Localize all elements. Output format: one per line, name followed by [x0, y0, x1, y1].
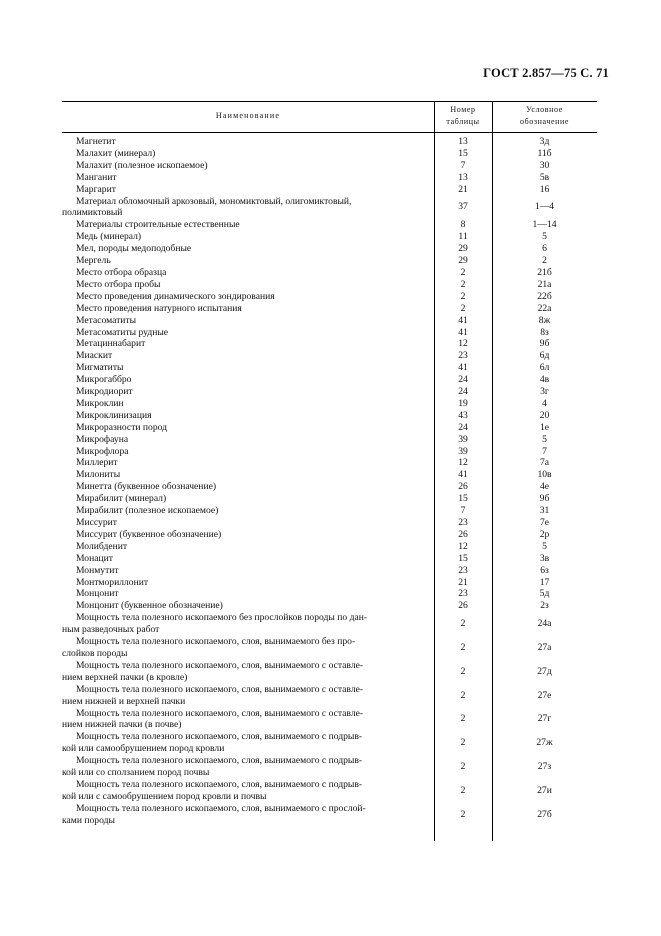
row-symbol: 2р — [539, 528, 550, 540]
designation-table — [62, 101, 597, 827]
table-row — [62, 315, 597, 327]
table-row — [62, 731, 597, 755]
table-row — [62, 481, 597, 493]
row-table-number: 23 — [458, 350, 468, 362]
row-name: Мощность тела полезного ископаемого, слоя, вынимаемого с оставле- нием верхней пачки (в кровле) — [62, 659, 364, 683]
row-symbol: 31 — [539, 505, 550, 517]
table-row — [62, 160, 597, 172]
row-table-number: 39 — [458, 445, 468, 457]
table-row — [62, 755, 597, 779]
row-table-number: 21 — [458, 576, 468, 588]
row-table-number: 2 — [460, 278, 466, 290]
row-name: Мощность тела полезного ископаемого, слоя, вынимаемого без про- слойков породы — [62, 636, 356, 659]
row-name: Мощность тела полезного ископаемого, слоя, вынимаемого с прослой- ками породы — [62, 802, 366, 826]
column-divider — [492, 101, 493, 841]
row-table-number: 23 — [458, 517, 468, 528]
row-table-number: 2 — [460, 713, 466, 725]
row-symbol: 27е — [537, 689, 552, 701]
table-row — [62, 172, 597, 184]
row-table-number: 2 — [460, 266, 466, 278]
row-table-number: 12 — [458, 338, 468, 350]
table-row — [62, 410, 597, 422]
row-name: Материал обломочный аркозовый, мономиктовый, олигомиктовый, полимиктовый — [62, 195, 352, 219]
table-row — [62, 434, 597, 446]
row-name: Место отбора пробы — [76, 278, 161, 290]
row-name: Молибденит — [76, 540, 128, 552]
row-symbol: 5д — [539, 588, 550, 600]
table-row — [62, 541, 597, 553]
page-header: ГОСТ 2.857—75 С. 71 — [483, 66, 609, 80]
row-table-number: 41 — [458, 314, 468, 326]
table-row — [62, 196, 597, 220]
table-row — [62, 529, 597, 541]
row-symbol: 4 — [542, 397, 547, 409]
row-table-number: 2 — [460, 302, 466, 314]
row-symbol: 30 — [539, 159, 550, 171]
row-table-number: 26 — [458, 600, 468, 612]
row-name: Милониты — [76, 469, 121, 481]
table-row — [62, 779, 597, 803]
row-name: Микроклинизация — [76, 409, 152, 421]
column-divider — [434, 101, 435, 841]
table-row — [62, 231, 597, 243]
table-row — [62, 588, 597, 600]
row-name: Монмутит — [76, 564, 119, 576]
row-table-number: 13 — [458, 136, 468, 147]
row-symbol: 8ж — [538, 314, 551, 326]
table-row — [62, 374, 597, 386]
row-symbol: 1—14 — [532, 219, 557, 231]
row-table-number: 24 — [458, 386, 468, 398]
table-row — [62, 660, 597, 684]
row-symbol: 3в — [539, 552, 550, 564]
row-name: Миллерит — [76, 457, 118, 469]
table-row — [62, 338, 597, 350]
row-symbol: 27з — [537, 761, 552, 773]
row-name: Метасоматиты — [76, 314, 137, 326]
row-symbol: 9б — [539, 493, 550, 505]
row-table-number: 23 — [458, 564, 468, 576]
row-symbol: 8з — [540, 326, 549, 338]
row-name: Мирабилит (полезное ископаемое) — [76, 505, 219, 517]
row-table-number: 24 — [458, 374, 468, 386]
table-row — [62, 636, 597, 660]
row-name: Медь (минерал) — [76, 231, 142, 243]
table-row — [62, 303, 597, 315]
table-row — [62, 350, 597, 362]
row-table-number: 15 — [458, 552, 468, 564]
header-name: Наименование — [215, 111, 281, 120]
row-name: Микрогаббро — [76, 374, 132, 386]
row-table-number: 23 — [458, 588, 468, 600]
row-symbol: 27ж — [536, 737, 553, 749]
row-symbol: 6 — [542, 243, 547, 255]
table-row — [62, 517, 597, 529]
row-name: Маргарит — [76, 183, 116, 195]
table-row — [62, 493, 597, 505]
row-table-number: 41 — [458, 469, 468, 481]
row-symbol: 4в — [539, 374, 550, 386]
row-name: Монтмориллонит — [76, 576, 149, 588]
table-row — [62, 708, 597, 732]
row-table-number: 7 — [460, 159, 466, 171]
row-table-number: 2 — [460, 290, 466, 302]
row-table-number: 12 — [458, 457, 468, 469]
row-table-number: 2 — [460, 808, 466, 820]
row-table-number: 29 — [458, 255, 468, 267]
row-symbol: 4е — [539, 481, 550, 493]
row-table-number: 13 — [458, 171, 468, 183]
table-body — [62, 136, 597, 827]
row-name: Микрофауна — [76, 433, 129, 445]
row-table-number: 26 — [458, 481, 468, 493]
row-symbol: 2з — [540, 600, 549, 612]
row-table-number: 15 — [458, 493, 468, 505]
row-name: Мощность тела полезного ископаемого, слоя, вынимаемого с оставле- нием нижней и верхней пачки — [62, 683, 364, 707]
row-symbol: 21б — [537, 266, 552, 278]
row-symbol: 2 — [542, 255, 547, 267]
row-symbol: 7 — [542, 445, 547, 457]
row-symbol: 11б — [537, 147, 552, 159]
table-row — [62, 398, 597, 410]
row-table-number: 15 — [458, 147, 468, 159]
row-table-number: 19 — [458, 397, 468, 409]
row-name: Минетта (буквенное обозначение) — [76, 481, 217, 493]
row-name: Малахит (полезное ископаемое) — [76, 159, 208, 171]
table-row — [62, 291, 597, 303]
row-table-number: 2 — [460, 784, 466, 796]
row-symbol: 5 — [542, 433, 547, 445]
row-symbol: 7а — [539, 457, 550, 469]
row-symbol: 6з — [540, 564, 549, 576]
row-symbol: 7е — [539, 517, 550, 528]
row-name: Монцонит (буквенное обозначение) — [76, 600, 223, 612]
row-name: Метасоматиты рудные — [76, 326, 169, 338]
row-name: Материалы строительные естественные — [76, 219, 240, 231]
row-table-number: 2 — [460, 689, 466, 701]
row-name: Микродиорит — [76, 386, 133, 398]
table-row — [62, 362, 597, 374]
table-row — [62, 327, 597, 339]
row-symbol: 1е — [539, 421, 550, 433]
table-row — [62, 577, 597, 589]
table-row — [62, 255, 597, 267]
table-row — [62, 457, 597, 469]
header-symbol: Условное обозначение — [519, 105, 570, 126]
table-row — [62, 267, 597, 279]
row-symbol: 27д — [537, 665, 552, 677]
row-name: Микроклин — [76, 397, 124, 409]
row-table-number: 7 — [460, 505, 466, 517]
row-table-number: 41 — [458, 326, 468, 338]
row-name: Микроразности пород — [76, 421, 168, 433]
row-symbol: 6л — [539, 362, 550, 374]
row-name: Микрофлора — [76, 445, 129, 457]
row-symbol: 27а — [537, 642, 552, 654]
row-name: Манганит — [76, 171, 117, 183]
table-row — [62, 136, 597, 148]
row-table-number: 2 — [460, 618, 466, 630]
table-row — [62, 184, 597, 196]
table-row — [62, 553, 597, 565]
row-table-number: 26 — [458, 528, 468, 540]
row-table-number: 2 — [460, 737, 466, 749]
row-table-number: 2 — [460, 665, 466, 677]
row-name: Малахит (минерал) — [76, 147, 156, 159]
row-symbol: 21а — [537, 278, 552, 290]
row-symbol: 27и — [537, 784, 552, 796]
row-name: Мел, породы медоподобные — [76, 243, 192, 255]
row-symbol: 5 — [542, 231, 547, 243]
row-table-number: 24 — [458, 421, 468, 433]
row-name: Магнетит — [76, 136, 116, 147]
row-table-number: 2 — [460, 761, 466, 773]
row-table-number: 11 — [458, 231, 468, 243]
table-row — [62, 803, 597, 827]
header-number: Номер таблицы — [446, 105, 480, 126]
row-table-number: 21 — [458, 183, 468, 195]
table-row — [62, 612, 597, 636]
table-row — [62, 279, 597, 291]
row-name: Мощность тела полезного ископаемого, слоя, вынимаемого с оставле- нием нижней пачки (в почве) — [62, 707, 364, 731]
row-table-number: 43 — [458, 409, 468, 421]
row-symbol: 17 — [539, 576, 550, 588]
row-name: Мергель — [76, 255, 111, 267]
row-table-number: 37 — [458, 201, 468, 213]
row-symbol: 16 — [539, 183, 550, 195]
row-name: Метациннабарит — [76, 338, 146, 350]
table-row — [62, 446, 597, 458]
row-name: Монацит — [76, 552, 113, 564]
row-table-number: 41 — [458, 362, 468, 374]
row-symbol: 10в — [537, 469, 552, 481]
table-row — [62, 469, 597, 481]
row-symbol: 9б — [539, 338, 550, 350]
row-table-number: 12 — [458, 540, 468, 552]
row-name: Место проведения динамического зондирования — [76, 290, 275, 302]
table-row — [62, 386, 597, 398]
table-row — [62, 684, 597, 708]
row-symbol: 20 — [539, 409, 550, 421]
row-name: Мощность тела полезного ископаемого, слоя, вынимаемого с подрыв- кой или со сползанием пород почвы — [62, 755, 363, 779]
row-name: Миссурит — [76, 517, 117, 528]
row-symbol: 27б — [537, 808, 552, 820]
row-symbol: 6д — [539, 350, 550, 362]
row-symbol: 3г — [540, 386, 549, 398]
row-symbol: 24а — [537, 618, 552, 630]
row-name: Монцонит — [76, 588, 119, 600]
row-symbol: 5в — [539, 171, 550, 183]
row-table-number: 8 — [460, 219, 466, 231]
row-name: Миссурит (буквенное обозначение) — [76, 528, 222, 540]
row-symbol: 22а — [537, 302, 552, 314]
row-name: Мощность тела полезного ископаемого, слоя, вынимаемого с подрыв- кой или самообрушением пород кровли — [62, 731, 363, 755]
row-symbol: 3д — [539, 136, 550, 147]
row-name: Мирабилит (минерал) — [76, 493, 167, 505]
table-row — [62, 505, 597, 517]
row-symbol: 5 — [542, 540, 547, 552]
row-name: Мигматиты — [76, 362, 124, 374]
row-name: Место отбора образца — [76, 266, 167, 278]
table-row — [62, 243, 597, 255]
row-table-number: 29 — [458, 243, 468, 255]
table-row — [62, 565, 597, 577]
table-row — [62, 600, 597, 612]
row-name: Мощность тела полезного ископаемого без прослойков породы по дан- ным разведочных работ — [62, 612, 368, 636]
row-symbol: 22б — [537, 290, 552, 302]
row-name: Место проведения натурного испытания — [76, 302, 242, 314]
table-row — [62, 219, 597, 231]
row-symbol: 1—4 — [534, 201, 555, 213]
table-row — [62, 148, 597, 160]
row-symbol: 27г — [537, 713, 552, 725]
row-name: Мощность тела полезного ископаемого, слоя, вынимаемого с подрыв- кой или с самообрушением пород кровли и почвы — [62, 778, 363, 802]
table-row — [62, 422, 597, 434]
row-table-number: 2 — [460, 642, 466, 654]
row-table-number: 39 — [458, 433, 468, 445]
table-header — [62, 101, 597, 133]
row-name: Миаскит — [76, 350, 113, 362]
